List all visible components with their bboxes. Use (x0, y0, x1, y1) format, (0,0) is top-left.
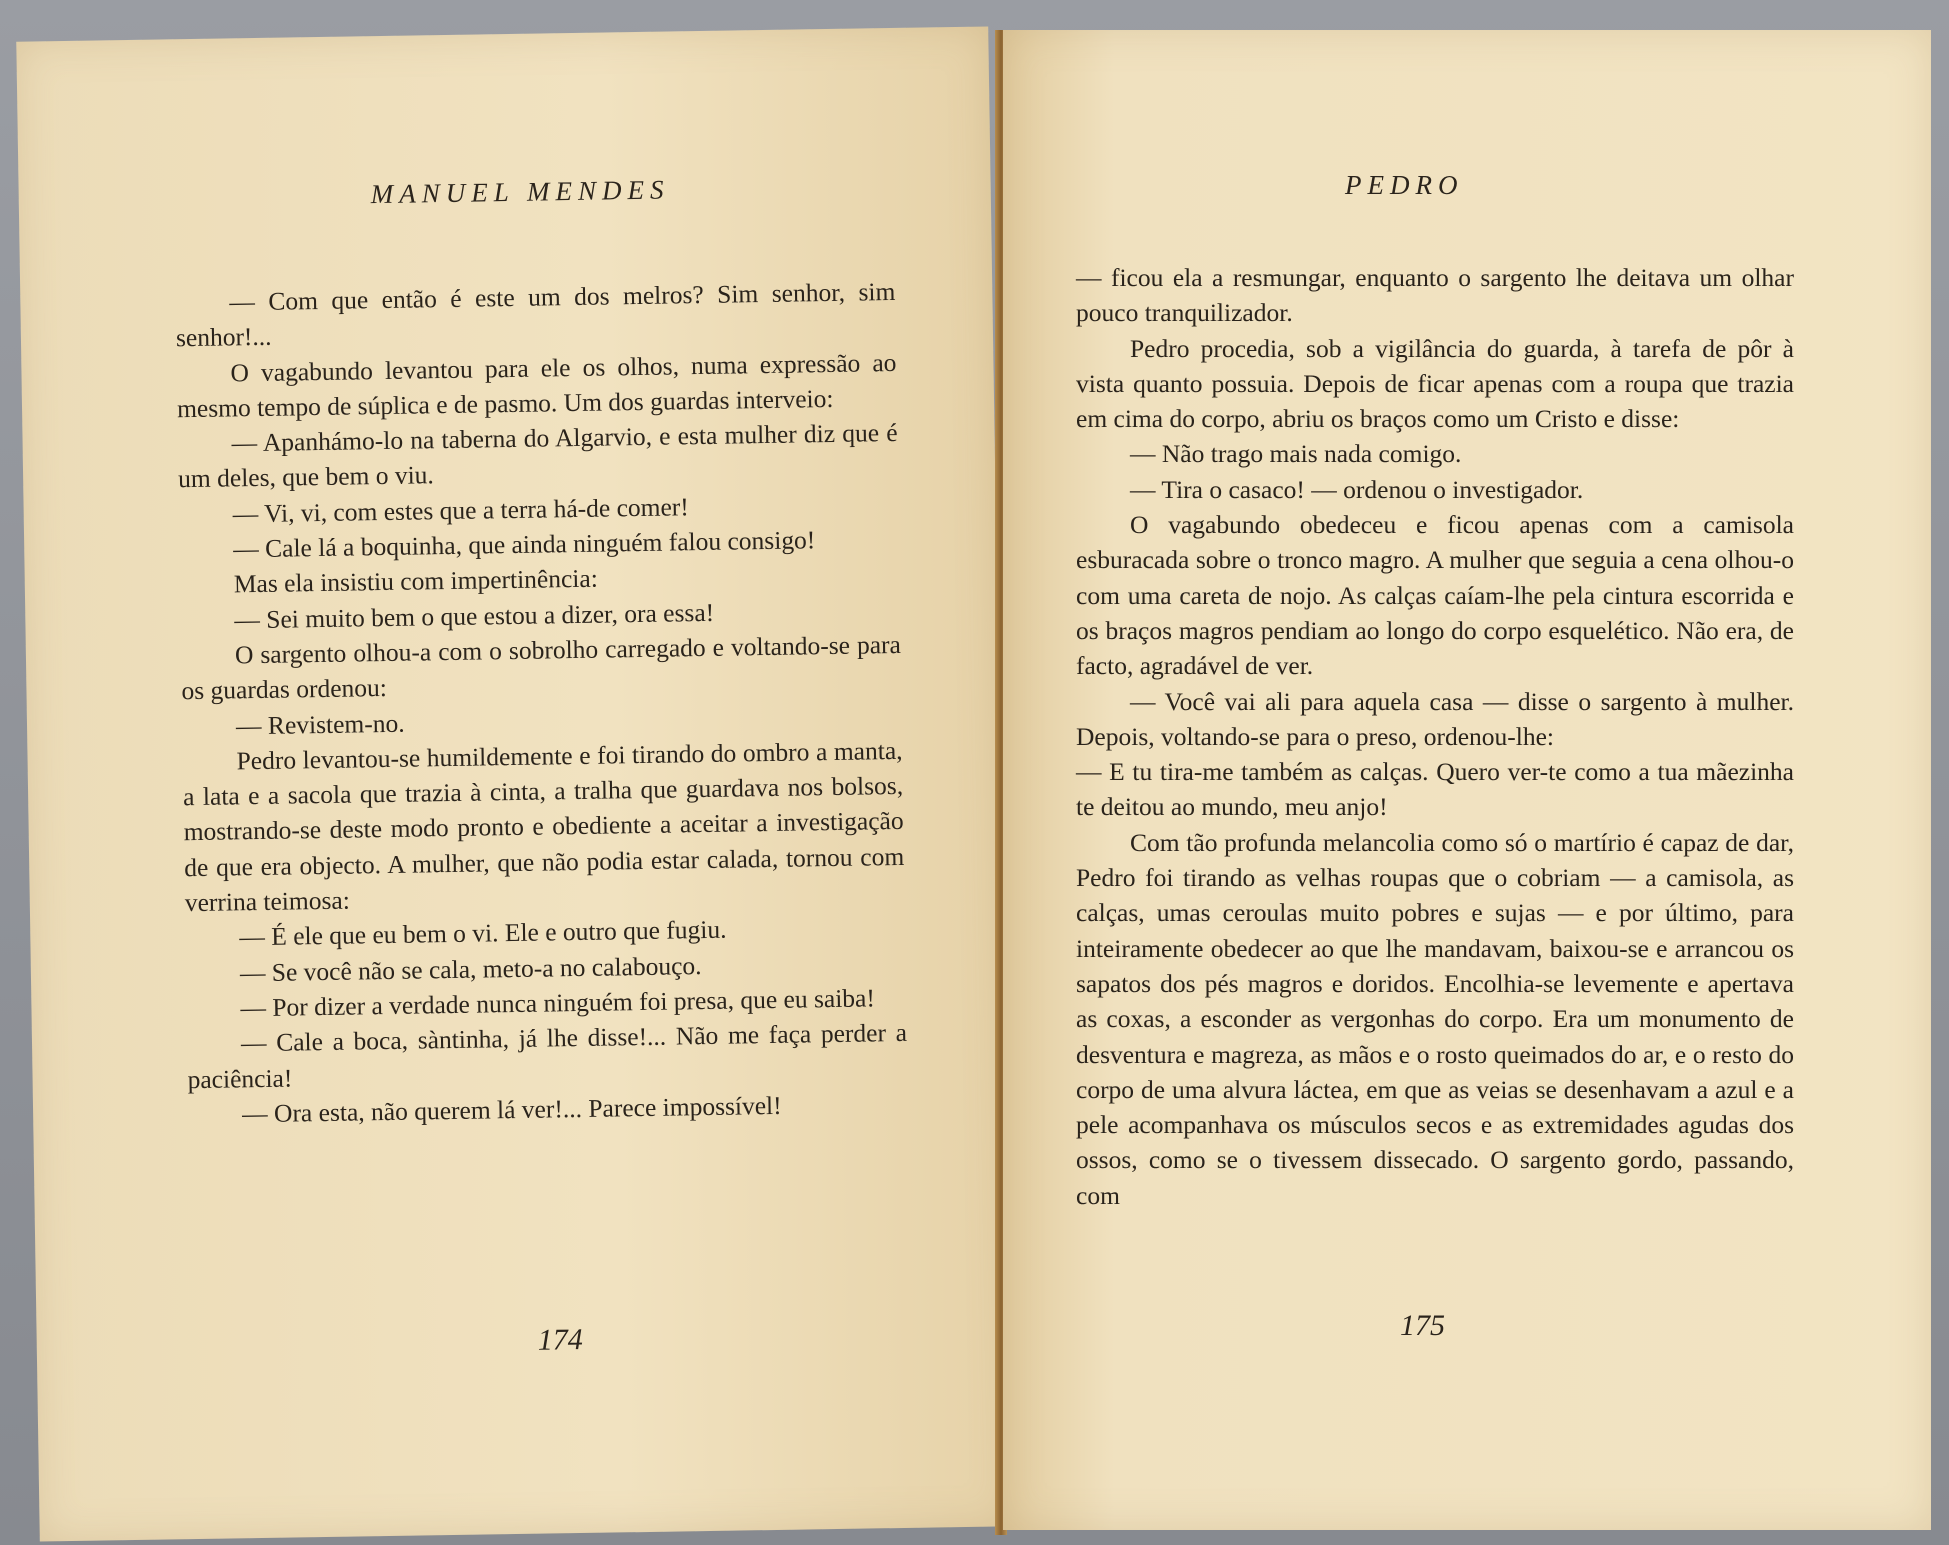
left-page-number: 174 (537, 1322, 583, 1357)
paragraph: — É ele que eu bem o vi. Ele e outro que fugiu. (239, 915, 727, 952)
left-running-head: MANUEL MENDES (370, 174, 670, 210)
left-body-text (175, 274, 908, 1132)
paragraph: — Revistem-no. (235, 708, 405, 740)
right-body-text (1076, 260, 1794, 1213)
right-page (1003, 30, 1931, 1530)
paragraph: O sargento olhou-a com o sobrolho carregado e voltando-se para os guardas ordenou: (181, 629, 902, 706)
paragraph: — Ora esta, não querem lá ver!... Parece impossível! (241, 1090, 782, 1129)
paragraph: — Sei muito bem o que estou a dizer, ora essa! (234, 597, 715, 635)
paragraph: — Você vai ali para aquela casa — disse o sargento à mulher. Depois, voltando-se para o preso, ordenou-lhe: (1076, 686, 1794, 751)
right-page-number: 175 (1400, 1309, 1445, 1342)
paragraph: — Apanhámo-lo na taberna do Algarvio, e esta mulher diz que é um deles, que bem o viu. (177, 418, 898, 494)
paragraph: — Cale lá a boquinha, que ainda ninguém falou consigo! (233, 525, 816, 564)
right-running-head: PEDRO (1345, 170, 1464, 200)
paragraph: — Por dizer a verdade nunca ninguém foi presa, que eu saiba! (240, 983, 876, 1023)
left-page (16, 26, 1011, 1541)
paragraph: — Cale a boca, sàntinha, já lhe disse!... Não me faça perder a paciência! (187, 1018, 908, 1094)
paragraph: Com tão profunda melancolia como só o martírio é capaz de dar, Pedro foi tirando as velhas roupas que o cobriam — a camisola, as calças, umas ceroulas muito pobres e sujas — e por último, para inteiramente obedecer ao que lhe mandavam, baixou-se e arrancou os sapatos dos pés magros e doridos. Encolhia-se levemente e apertava as coxas, a esconder as vergonhas do corpo. Era um monumento de desventura e magreza, as mãos e o rosto queimados do ar, e o resto do corpo de uma alvura láctea, em que as veias se desenhavam a azul e a pele acompanhava os músculos secos e as extremidades agudas dos ossos, como se o tivessem dissecado. O sargento gordo, passando, com (1076, 827, 1794, 1210)
paragraph: Pedro levantou-se humildemente e foi tirando do ombro a manta, a lata e a sacola que trazia à cinta, a tralha que guardava nos bolsos, mostrando-se deste modo pronto e obediente a aceitar a investigação de que era objecto. A mulher, que não podia estar calada, tornou com verrina teimosa: (182, 735, 905, 918)
paragraph: — Vi, vi, com estes que a terra há-de comer! (232, 492, 690, 529)
paragraph: — Com que então é este um dos melros? Sim senhor, sim senhor!... (175, 276, 896, 353)
paragraph: O vagabundo obedeceu e ficou apenas com a camisola esburacada sobre o tronco magro. A mulher que seguia a cena olhou-o com uma careta de nojo. As calças caíam-lhe pela cintura escorrida e os braços magros pendiam ao longo do corpo esquelético. Não era, de facto, agradável de ver. (1076, 510, 1794, 681)
paragraph: Mas ela insistiu com impertinência: (233, 564, 599, 599)
paragraph: — Se você não se cala, meto-a no calabouço. (239, 950, 702, 987)
paragraph: — Tira o casaco! — ordenou o investigador. (1130, 474, 1584, 504)
paragraph: Pedro procedia, sob a vigilância do guarda, à tarefa de pôr à vista quanto possuia. Depois de ficar apenas com a roupa que trazia em cima do corpo, abriu os braços como um Cristo e disse: (1076, 333, 1794, 434)
paragraph: — E tu tira-me também as calças. Quero ver-te como a tua mãezinha te deitou ao mundo, meu anjo! (1076, 757, 1794, 822)
paragraph: — Não trago mais nada comigo. (1130, 439, 1462, 469)
paragraph: O vagabundo levantou para ele os olhos, numa expressão ao mesmo tempo de súplica e de pasmo. Um dos guardas interveio: (176, 347, 897, 424)
paragraph: — ficou ela a resmungar, enquanto o sargento lhe deitava um olhar pouco tranquilizador. (1076, 263, 1794, 328)
